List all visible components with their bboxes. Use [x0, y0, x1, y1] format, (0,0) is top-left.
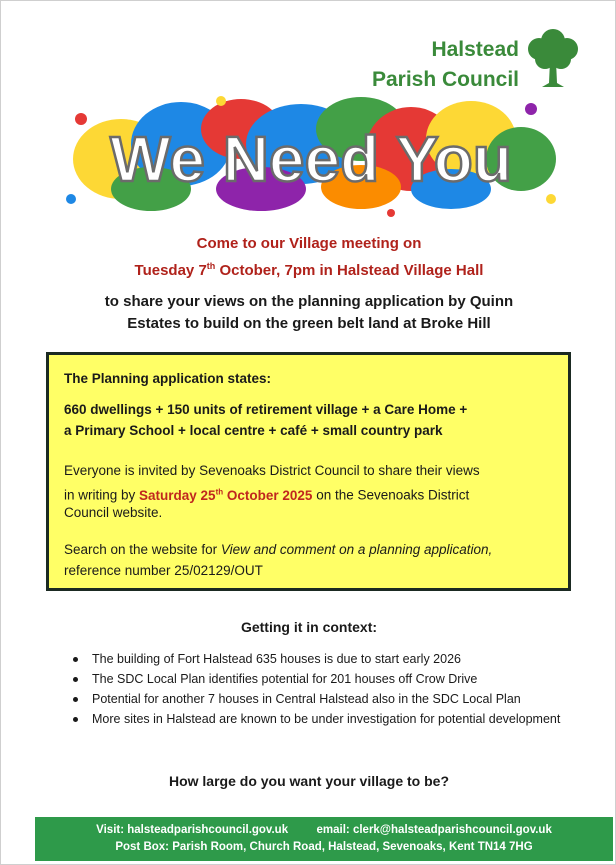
- invite-line-1: Everyone is invited by Sevenoaks District Council to share their views: [64, 463, 480, 478]
- visit-label: Visit:: [96, 824, 125, 836]
- list-item: Potential for another 7 houses in Central Halstead also in the SDC Local Plan: [71, 689, 571, 709]
- planning-details-line-2: a Primary School + local centre + café + small country park: [64, 423, 443, 438]
- deadline-date-pre: Saturday 25: [139, 487, 216, 503]
- deadline-date-post: October 2025: [223, 487, 313, 503]
- invite-line-3: Council website.: [64, 505, 163, 520]
- meeting-date-post: October, 7pm in Halstead Village Hall: [215, 262, 484, 279]
- closing-question: How large do you want your village to be?: [168, 773, 450, 789]
- context-title: Getting it in context:: [240, 619, 378, 635]
- footer-row-2: [35, 839, 613, 856]
- invite-line-2-post: on the Sevenoaks District: [312, 487, 470, 503]
- deadline-date-sup: th: [215, 487, 224, 496]
- tree-icon: [523, 27, 583, 89]
- meeting-line-2: [1, 255, 616, 282]
- search-italic: View and comment on a planning application,: [220, 542, 493, 557]
- footer-row-1: [35, 822, 613, 839]
- list-item: More sites in Halstead are known to be under investigation for potential development: [71, 709, 571, 729]
- share-line-1: to share your views on the planning application by Quinn: [104, 293, 514, 310]
- search-pre: Search on the website for: [64, 542, 221, 557]
- share-line-2: Estates to build on the green belt land at Broke Hill: [127, 315, 491, 332]
- meeting-date-pre: Tuesday 7: [134, 262, 207, 279]
- email-link[interactable]: clerk@halsteadparishcouncil.gov.uk: [352, 824, 552, 836]
- search-line-2: reference number 25/02129/OUT: [64, 563, 263, 578]
- deadline-date: [139, 488, 312, 503]
- postbox-label: Post Box:: [115, 841, 170, 853]
- context-bullet-list: [71, 649, 571, 729]
- website-link[interactable]: halsteadparishcouncil.gov.uk: [127, 824, 289, 836]
- planning-details-line-1: 660 dwellings + 150 units of retirement village + a Care Home +: [64, 402, 468, 417]
- email-label: email:: [316, 824, 350, 836]
- planning-info-box: [46, 352, 571, 591]
- meeting-line-1: Come to our Village meeting on: [196, 235, 422, 252]
- council-name-line2: Parish Council: [371, 68, 519, 91]
- list-item: The building of Fort Halstead 635 houses is due to start early 2026: [71, 649, 571, 669]
- invite-line-2-pre: in writing by: [64, 487, 140, 503]
- contact-footer: [35, 817, 613, 861]
- council-name-line1: Halstead: [431, 38, 519, 61]
- meeting-date-sup: th: [206, 261, 216, 271]
- planning-heading: The Planning application states:: [64, 371, 272, 386]
- council-name: [372, 35, 519, 95]
- postbox-address: Parish Room, Church Road, Halstead, Sevenoaks, Kent TN14 7HG: [172, 841, 533, 853]
- banner-text: We Need You: [110, 123, 512, 195]
- we-need-you-banner: [61, 89, 561, 219]
- list-item: The SDC Local Plan identifies potential for 201 houses off Crow Drive: [71, 669, 571, 689]
- search-line-1: [64, 539, 558, 560]
